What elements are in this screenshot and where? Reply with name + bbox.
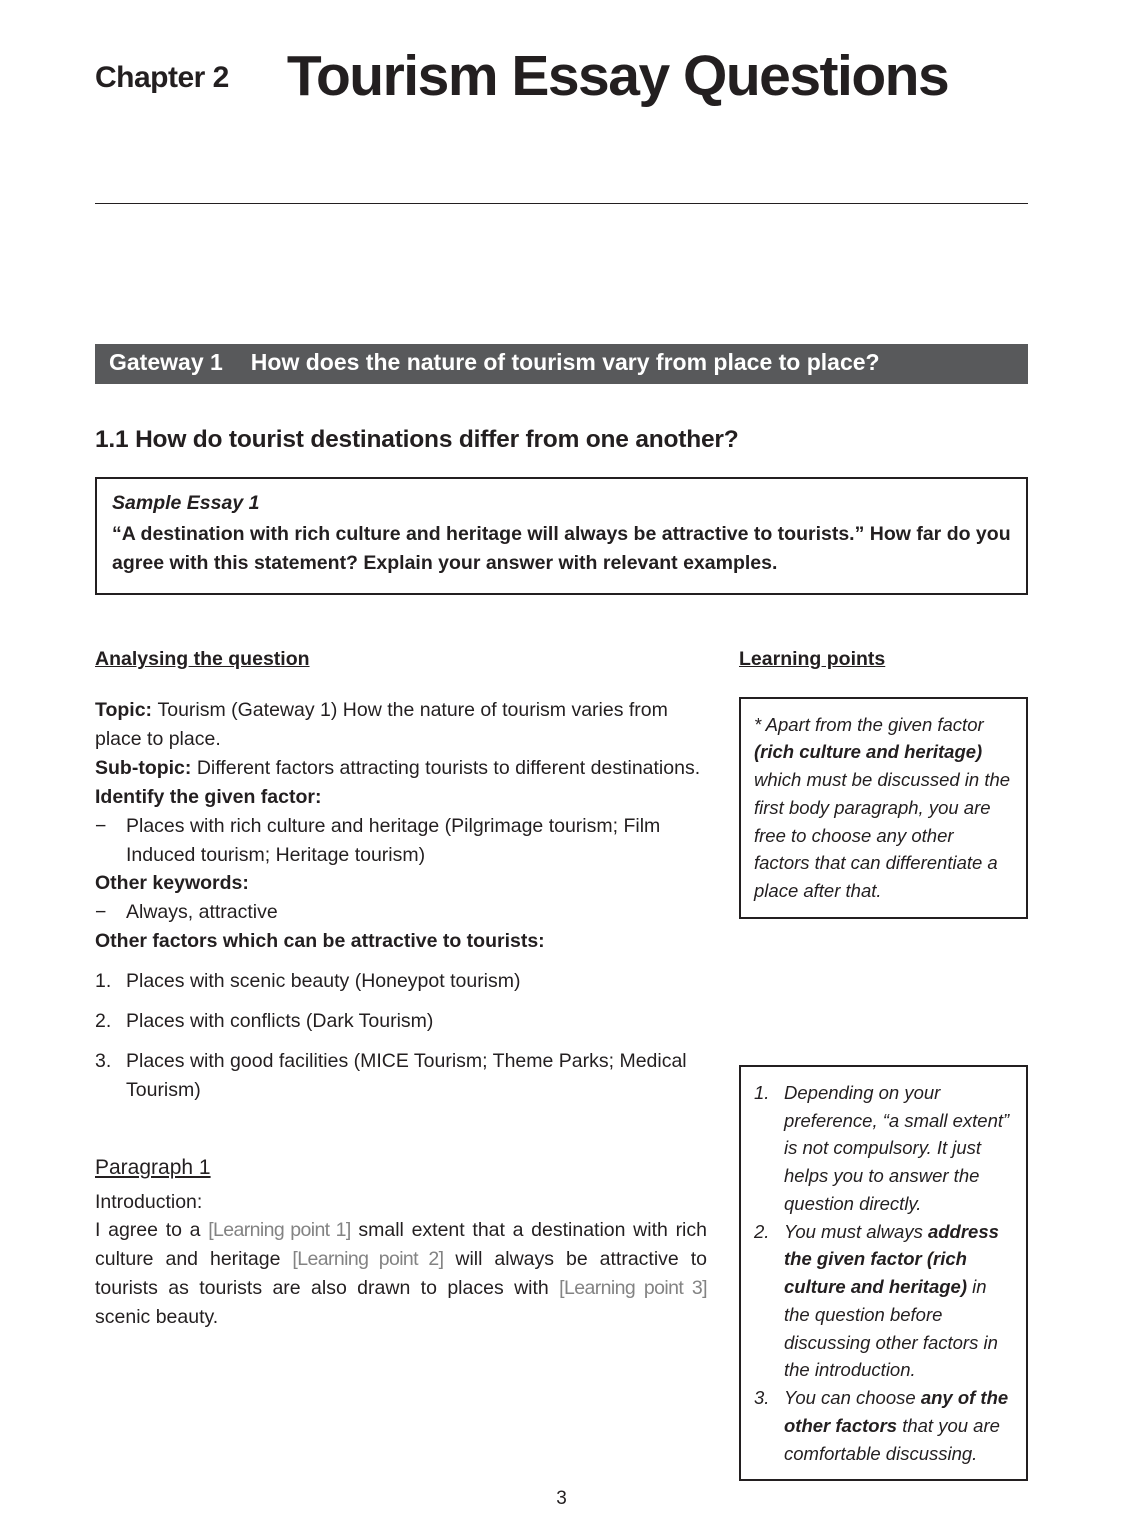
gateway-label: Gateway 1 bbox=[109, 348, 223, 375]
item-number: 1. bbox=[95, 970, 112, 993]
item-text: Places with rich culture and heritage (Pilgrimage tourism; Film Induced tourism; Heritage tourism) bbox=[126, 814, 661, 866]
item-text: You must always address the given factor (rich culture and heritage) in the question before discussing other factors in the introduction. bbox=[784, 1220, 999, 1381]
factors-label: Other factors which can be attractive to tourists: bbox=[95, 930, 545, 953]
learning-points-note-box-1: * Apart from the given factor (rich culture and heritage) which must be discussed in the first body paragraph, you are free to choose any other factors that can differentiate a place after that. bbox=[739, 697, 1028, 919]
gateway-question: How does the nature of tourism vary from place to place? bbox=[250, 348, 880, 375]
dash-bullet: − bbox=[95, 814, 107, 837]
section-heading: 1.1 How do tourist destinations differ from one another? bbox=[95, 425, 739, 453]
gateway-banner bbox=[95, 344, 1028, 384]
page-header bbox=[95, 45, 1028, 108]
item-text: Places with conflicts (Dark Tourism) bbox=[126, 1009, 434, 1032]
page-title: Tourism Essay Questions bbox=[286, 44, 949, 108]
item-number: 2. bbox=[754, 1220, 770, 1242]
note-item bbox=[754, 1079, 1013, 1218]
paragraph1-heading: Paragraph 1 bbox=[95, 1156, 211, 1180]
item-number: 3. bbox=[95, 1049, 112, 1072]
analysing-heading: Analysing the question bbox=[95, 648, 310, 671]
paragraph1-label: Introduction: bbox=[95, 1190, 203, 1213]
note-item bbox=[754, 1218, 1013, 1385]
learning-points-note-box-2 bbox=[739, 1065, 1028, 1482]
item-number: 1. bbox=[754, 1081, 770, 1103]
analysing-column bbox=[95, 645, 707, 1481]
topic-line: Topic: Tourism (Gateway 1) How the nature of tourism varies from place to place. bbox=[95, 699, 668, 751]
paragraph1-body: I agree to a [Learning point 1] small extent that a destination with rich culture and heritage [Learning point 2] will always be attractive to tourists as tourists are also drawn to places with [Learning point 3] scenic beauty. bbox=[95, 1219, 707, 1328]
header-divider bbox=[95, 203, 1028, 204]
learning-points-heading: Learning points bbox=[739, 648, 886, 671]
factor-item bbox=[95, 1047, 707, 1105]
sample-essay-question: “A destination with rich culture and heritage will always be attractive to tourists.” How far do you agree with this statement? Explain your answer with relevant examples. bbox=[112, 522, 1011, 575]
factor-item bbox=[95, 1007, 707, 1036]
dash-bullet: − bbox=[95, 901, 107, 924]
item-number: 2. bbox=[95, 1009, 112, 1032]
two-column-area bbox=[95, 645, 1028, 1481]
item-text: Depending on your preference, “a small extent” is not compulsory. It just helps you to answer the question directly. bbox=[784, 1081, 1010, 1214]
item-text: Places with scenic beauty (Honeypot tourism) bbox=[126, 970, 521, 993]
identify-label: Identify the given factor: bbox=[95, 785, 322, 808]
item-text: Places with good facilities (MICE Tourism; Theme Parks; Medical Tourism) bbox=[126, 1049, 687, 1101]
keywords-item bbox=[95, 898, 707, 927]
subtopic-line: Sub-topic: Different factors attracting tourists to different destinations. bbox=[95, 757, 701, 780]
sample-essay-box bbox=[95, 477, 1028, 596]
identify-item bbox=[95, 812, 707, 870]
note-item bbox=[754, 1384, 1013, 1467]
learning-points-column bbox=[739, 645, 1028, 1481]
chapter-label: Chapter 2 bbox=[95, 61, 229, 94]
sample-essay-title: Sample Essay 1 bbox=[112, 491, 260, 514]
item-number: 3. bbox=[754, 1387, 770, 1409]
item-text: Always, attractive bbox=[126, 901, 278, 924]
factor-item bbox=[95, 967, 707, 996]
keywords-label: Other keywords: bbox=[95, 872, 249, 895]
item-text: You can choose any of the other factors that you are comfortable discussing. bbox=[784, 1387, 1009, 1464]
page-number: 3 bbox=[556, 1488, 567, 1509]
